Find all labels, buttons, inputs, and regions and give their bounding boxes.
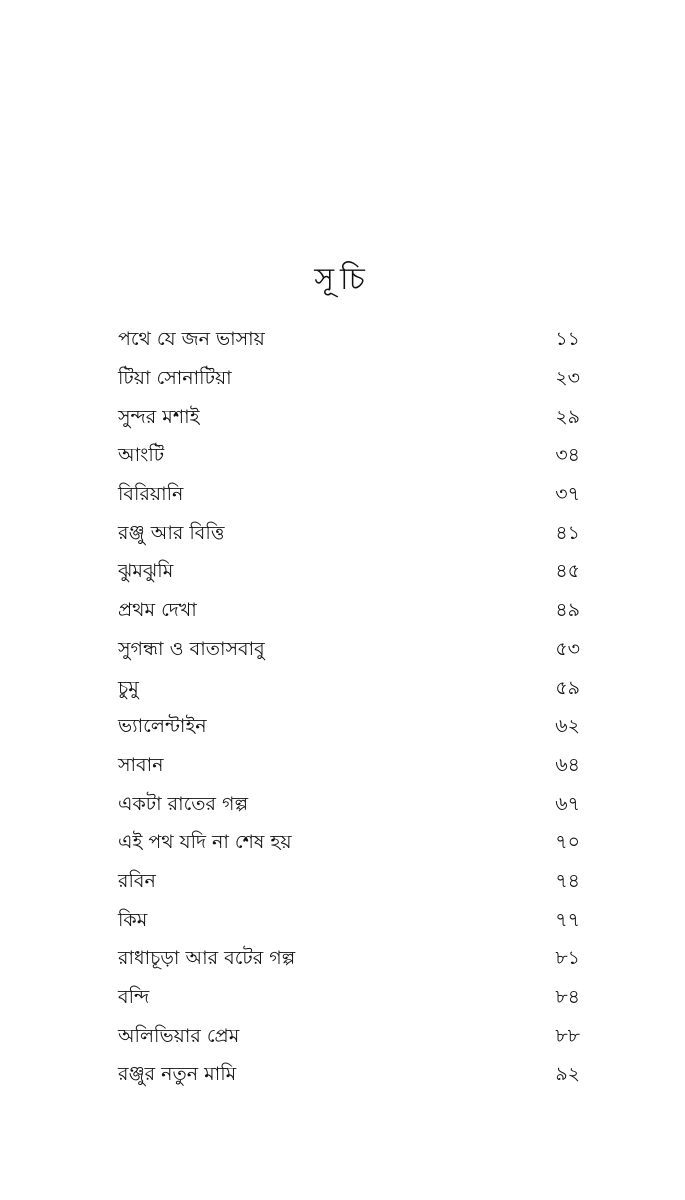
toc-entry — [118, 438, 580, 477]
toc-entry-title: একটা রাতের গল্প — [118, 792, 249, 815]
toc-entry-title: অলিভিয়ার প্রেম — [118, 1024, 240, 1047]
toc-entry — [118, 670, 580, 709]
toc-entry — [118, 593, 580, 632]
toc-entry-title: কিম — [118, 908, 148, 931]
toc-entry-title: বিরিয়ানি — [118, 483, 184, 506]
toc-entry-title: রঞ্জু আর বিত্তি — [118, 521, 225, 544]
toc-entry-page: ২৯ — [555, 405, 580, 428]
toc-entry-title: টিয়া সোনাটিয়া — [118, 367, 232, 390]
toc-entry — [118, 980, 580, 1019]
toc-entry — [118, 632, 580, 671]
toc-entry-title: সাবান — [118, 753, 164, 776]
toc-entry — [118, 864, 580, 903]
toc-entry-page: ৭৭ — [555, 908, 580, 931]
toc-heading: সূচি — [314, 262, 371, 297]
toc-entry — [118, 515, 580, 554]
toc-list — [118, 322, 580, 1096]
toc-entry-page: ৭৪ — [555, 869, 580, 892]
toc-entry-title: প্রথম দেখা — [118, 599, 197, 622]
toc-entry-page: ৪৫ — [555, 560, 580, 583]
toc-entry-title: সুগন্ধা ও বাতাসবাবু — [118, 637, 265, 660]
toc-entry-page: ৩৭ — [555, 483, 580, 506]
toc-entry — [118, 477, 580, 516]
toc-entry-page: ৮৮ — [555, 1024, 580, 1047]
toc-entry-title: ভ্যালেন্টাইন — [118, 715, 207, 738]
toc-entry-title: পথে যে জন ভাসায় — [118, 328, 265, 351]
toc-entry-title: সুন্দর মশাই — [118, 405, 200, 428]
toc-entry — [118, 322, 580, 361]
toc-entry-page: ৬৭ — [555, 792, 580, 815]
toc-entry — [118, 361, 580, 400]
toc-entry-page: ৪১ — [555, 521, 580, 544]
toc-entry — [118, 554, 580, 593]
toc-entry-title: ঝুমঝুমি — [118, 560, 174, 583]
toc-entry-page: ৩৪ — [555, 444, 580, 467]
toc-entry-page: ৮১ — [555, 947, 580, 970]
toc-entry-page: ১১ — [555, 328, 580, 351]
toc-entry-title: আংটি — [118, 444, 165, 467]
toc-entry-page: ৯২ — [555, 1063, 580, 1086]
toc-entry-title: বন্দি — [118, 986, 150, 1009]
toc-entry-page: ৫৩ — [555, 637, 580, 660]
toc-entry — [118, 941, 580, 980]
toc-entry — [118, 825, 580, 864]
toc-entry-page: ৭০ — [555, 831, 580, 854]
toc-entry-title: রঞ্জুর নতুন মামি — [118, 1063, 237, 1086]
toc-entry-page: ৮৪ — [555, 986, 580, 1009]
toc-entry — [118, 399, 580, 438]
toc-entry-title: চুমু — [118, 676, 139, 699]
toc-entry-page: ২৩ — [555, 367, 580, 390]
toc-entry — [118, 1057, 580, 1096]
toc-entry — [118, 1018, 580, 1057]
toc-entry — [118, 786, 580, 825]
toc-entry-page: ৬৪ — [555, 753, 580, 776]
toc-entry-title: রাধাচূড়া আর বটের গল্প — [118, 947, 296, 970]
toc-entry — [118, 709, 580, 748]
toc-entry-title: এই পথ যদি না শেষ হয় — [118, 831, 292, 854]
toc-entry-title: রবিন — [118, 869, 156, 892]
toc-entry — [118, 902, 580, 941]
toc-entry-page: ৬২ — [555, 715, 580, 738]
toc-entry-page: ৫৯ — [555, 676, 580, 699]
toc-entry — [118, 748, 580, 787]
toc-entry-page: ৪৯ — [555, 599, 580, 622]
